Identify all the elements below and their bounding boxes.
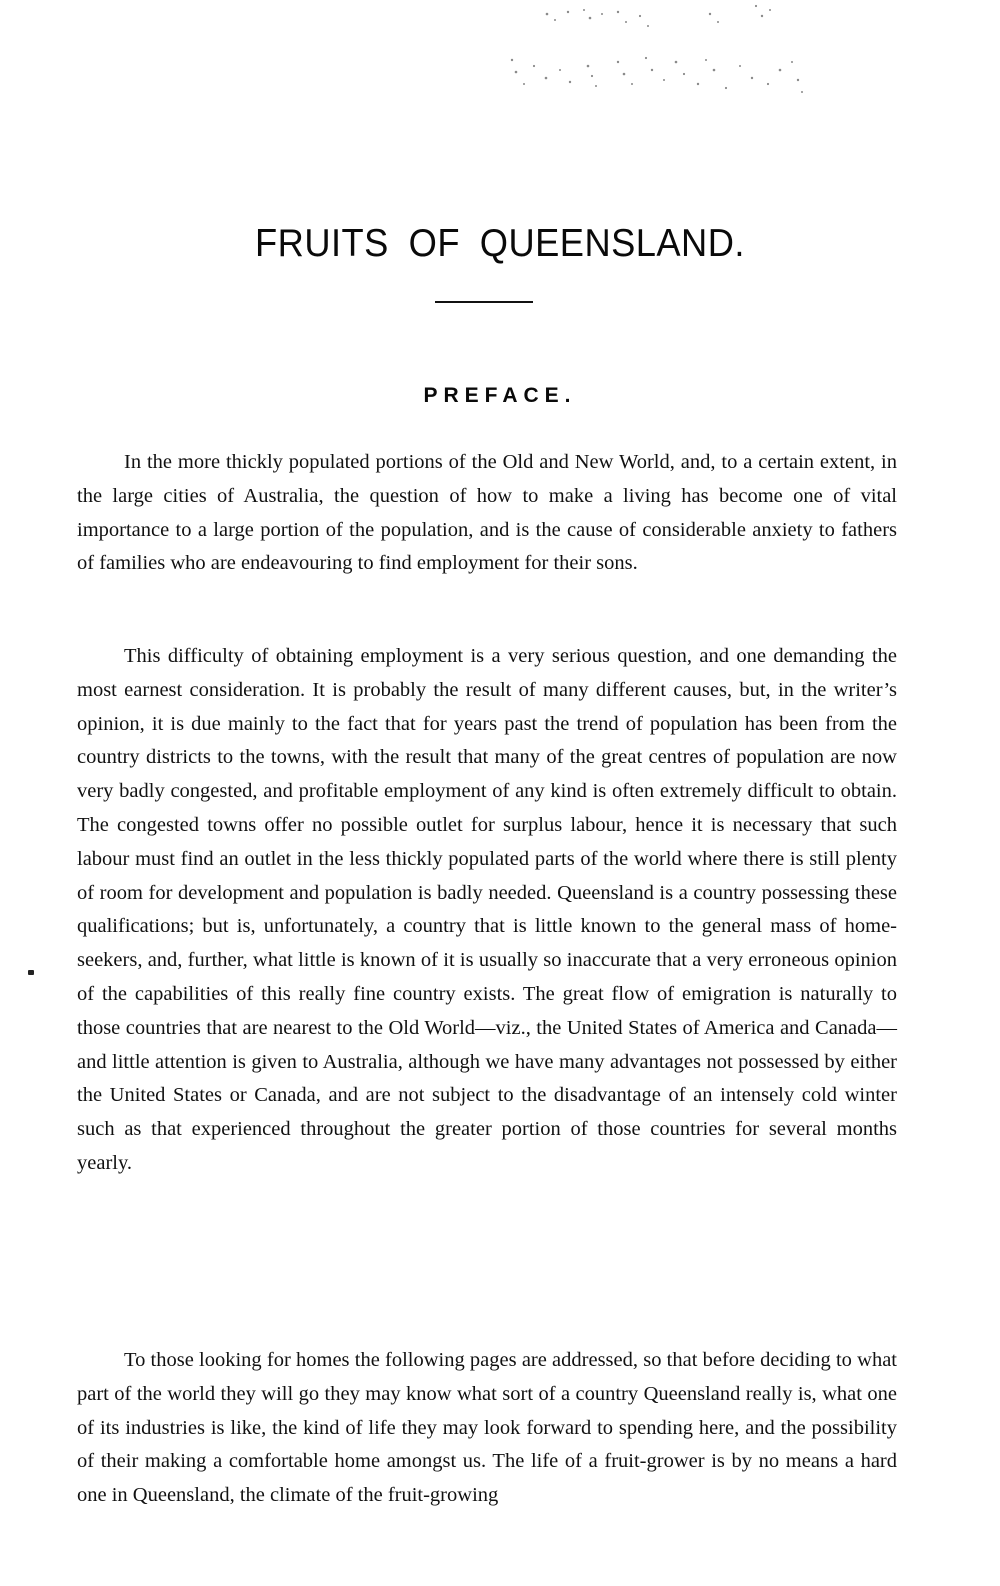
margin-mark [28, 970, 34, 975]
section-heading: PREFACE. [423, 384, 577, 407]
paragraph-3: To those looking for homes the following pages are addressed, so that before deciding to what part of the world they will go they may know what sort of a country Queensland really is, what one of its industries is like, the kind of life they may look forward to spending here, and the possibility of their making a comfortable home amongst us. The life of a fruit-grower is by no means a hard one in Queensland, the climate of the fruit-growing [77, 1349, 897, 1507]
paragraph-2: This difficulty of obtaining employment is a very serious question, and one demanding the most earnest consideration. It is probably the result of many different causes, but, in the writer’s opinion, it is due mainly to the fact that for years past the trend of population has been from the country districts to the towns, with the result that many of the great centres of population are now very badly congested, and profitable employment of any kind is often extremely difficult to obtain. The congested towns offer no possible outlet for surplus labour, hence it is necessary that such labour must find an outlet in the less thickly populated parts of the world where there is still plenty of room for development and population is badly needed. Queensland is a country possessing these qualifications; but is, unfortunately, a country that is little known to the general mass of home-seekers, and, further, what little is known of it is usually so inaccurate that a very erroneous opinion of the capabilities of this really fine country exists. The great flow of emigration is naturally to those countries that are nearest to the Old World—viz., the United States of America and Canada—and little attention is given to Australia, although we have many advantages not possessed by either the United States or Canada, and are not subject to the disadvantage of an intensely cold winter such as that experienced throughout the greater portion of those countries for several months yearly. [77, 645, 897, 1174]
bleed-through-marks [500, 0, 820, 110]
page-title: FRUITS OF QUEENSLAND. [255, 222, 745, 265]
paragraph-1: In the more thickly populated portions of the Old and New World, and, to a certain extent, in the large cities of Australia, the question of how to make a living has become one of vital importance to a large portion of the population, and is the cause of considerable anxiety to fathers of families who are endeavouring to find employment for their sons. [77, 451, 897, 575]
title-divider [435, 301, 533, 303]
